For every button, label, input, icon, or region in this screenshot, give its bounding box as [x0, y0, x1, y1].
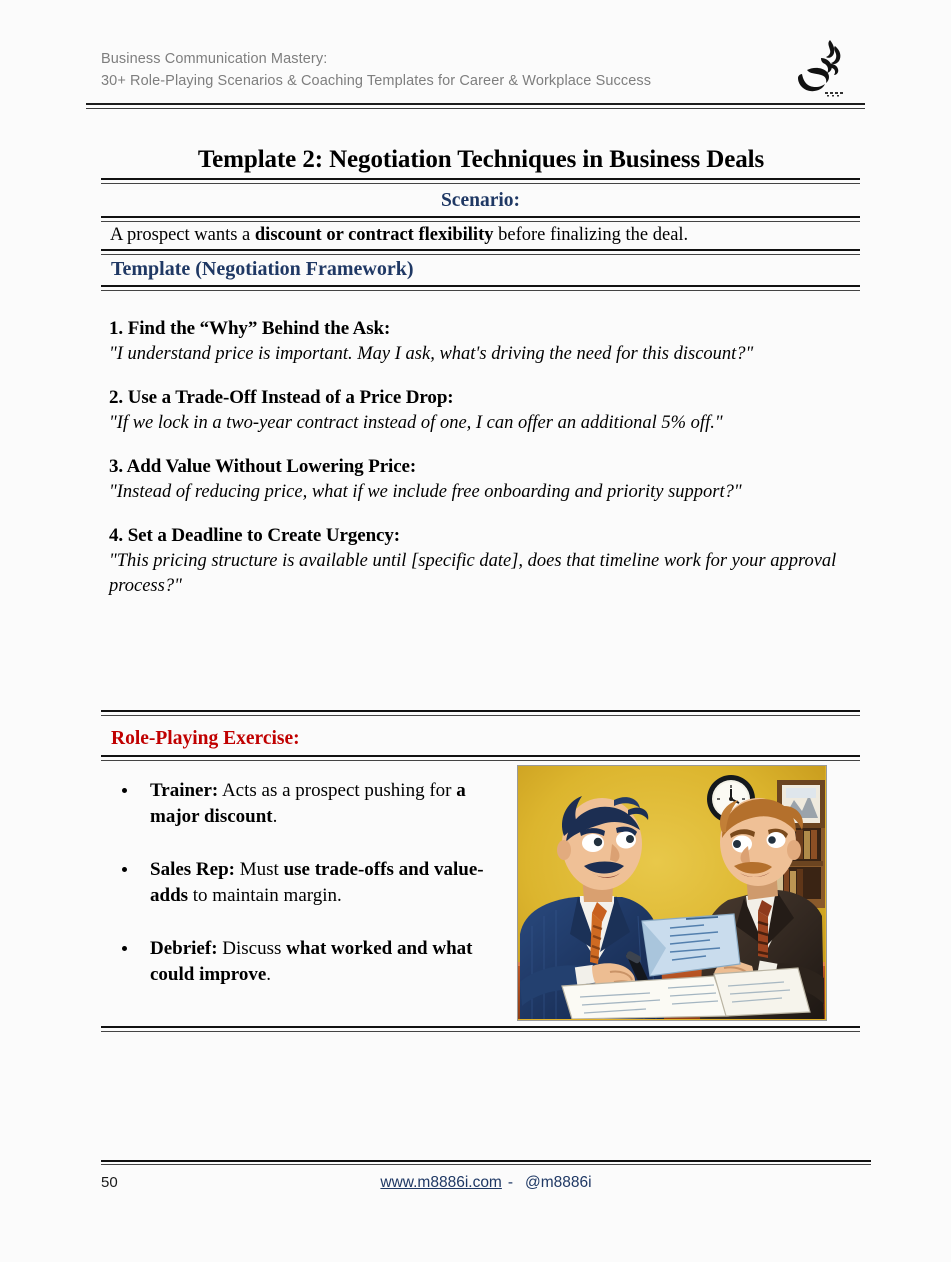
- list-item: [112, 936, 484, 988]
- footer-divider-top: [101, 1160, 871, 1162]
- bullet-emphasis: a major discount: [150, 780, 466, 827]
- exercise-divider-mid-2: [101, 760, 860, 761]
- step-item: [109, 525, 859, 599]
- bullet-role-label: Debrief:: [150, 938, 218, 959]
- exercise-heading: Role-Playing Exercise:: [111, 728, 300, 749]
- step-item: [109, 318, 859, 367]
- bullet-text: Acts as a prospect pushing for: [218, 780, 457, 801]
- arabic-calligraphy-logo-icon: [785, 34, 859, 106]
- exercise-divider-top-2: [101, 715, 860, 716]
- bullet-text-end: .: [272, 806, 278, 827]
- title-divider-bottom: [101, 183, 860, 184]
- bullet-emphasis: what worked and what could improve: [150, 938, 473, 985]
- scenario-divider-top: [101, 216, 860, 218]
- page-title: Template 2: Negotiation Techniques in Business Deals: [197, 146, 765, 173]
- step-item: [109, 456, 859, 505]
- header-title-line-2: 30+ Role-Playing Scenarios & Coaching Templates for Career & Workplace Success: [101, 73, 652, 89]
- bullet-text-end: to maintain margin.: [188, 885, 342, 906]
- step-title: 4. Set a Deadline to Create Urgency:: [109, 525, 401, 546]
- step-title: 3. Add Value Without Lowering Price:: [109, 456, 417, 477]
- bullet-dot-icon: [122, 946, 127, 951]
- negotiation-steps-list: [109, 318, 859, 619]
- bullet-text: Discuss: [217, 938, 287, 959]
- social-handle: @m8886i: [525, 1174, 592, 1191]
- header-title-line-1: Business Communication Mastery:: [101, 51, 328, 67]
- bullet-role-label: Trainer:: [150, 780, 219, 801]
- page-footer: [101, 1174, 871, 1202]
- scenario-body-emphasis: discount or contract flexibility: [254, 225, 494, 245]
- footer-links: [101, 1174, 871, 1192]
- bullet-text: Must: [234, 859, 284, 880]
- list-item: [112, 857, 484, 909]
- page-number: 50: [101, 1174, 118, 1191]
- template-divider-top: [101, 285, 860, 287]
- bullet-emphasis: use trade-offs and value-adds: [150, 859, 484, 906]
- bullet-dot-icon: [122, 867, 127, 872]
- footer-separator: -: [507, 1174, 514, 1191]
- scenario-heading: Scenario:: [440, 190, 521, 211]
- negotiation-illustration-icon: [517, 765, 827, 1021]
- bullet-text-end: .: [266, 964, 272, 985]
- header-title-block: [101, 48, 851, 92]
- step-quote: "If we lock in a two-year contract instead of one, I can offer an additional 5% off.": [109, 413, 723, 433]
- template-divider-bottom: [101, 290, 860, 291]
- website-link[interactable]: www.m8886i.com: [380, 1174, 502, 1191]
- scenario-body-prefix: A prospect wants a: [110, 225, 255, 245]
- scenario-body: [110, 222, 855, 248]
- header-divider-top: [86, 103, 865, 105]
- step-quote: "Instead of reducing price, what if we include free onboarding and priority support?": [109, 482, 742, 502]
- exercise-divider-mid: [101, 755, 860, 757]
- exercise-divider-top: [101, 710, 860, 712]
- footer-divider-bottom: [101, 1164, 871, 1165]
- step-quote: "This pricing structure is available until [specific date], does that timeline work for your approval process?": [109, 551, 837, 596]
- list-item: [112, 778, 484, 830]
- exercise-bullet-list: [112, 778, 484, 1015]
- step-quote: "I understand price is important. May I ask, what's driving the need for this discount?": [109, 344, 754, 364]
- scenario-body-suffix: before finalizing the deal.: [493, 225, 689, 245]
- step-title: 1. Find the “Why” Behind the Ask:: [109, 318, 391, 339]
- exercise-divider-bottom-2: [101, 1031, 860, 1032]
- scenario-divider-bottom: [101, 249, 860, 251]
- page-header: [101, 48, 851, 100]
- header-divider-bottom: [86, 108, 865, 109]
- bullet-dot-icon: [122, 788, 127, 793]
- scenario-divider-bottom-2: [101, 254, 860, 255]
- exercise-divider-bottom: [101, 1026, 860, 1028]
- bullet-role-label: Sales Rep:: [150, 859, 235, 880]
- template-section-heading: Template (Negotiation Framework): [111, 258, 414, 280]
- step-title: 2. Use a Trade-Off Instead of a Price Drop:: [109, 387, 454, 408]
- step-item: [109, 387, 859, 436]
- title-divider-top: [101, 178, 860, 180]
